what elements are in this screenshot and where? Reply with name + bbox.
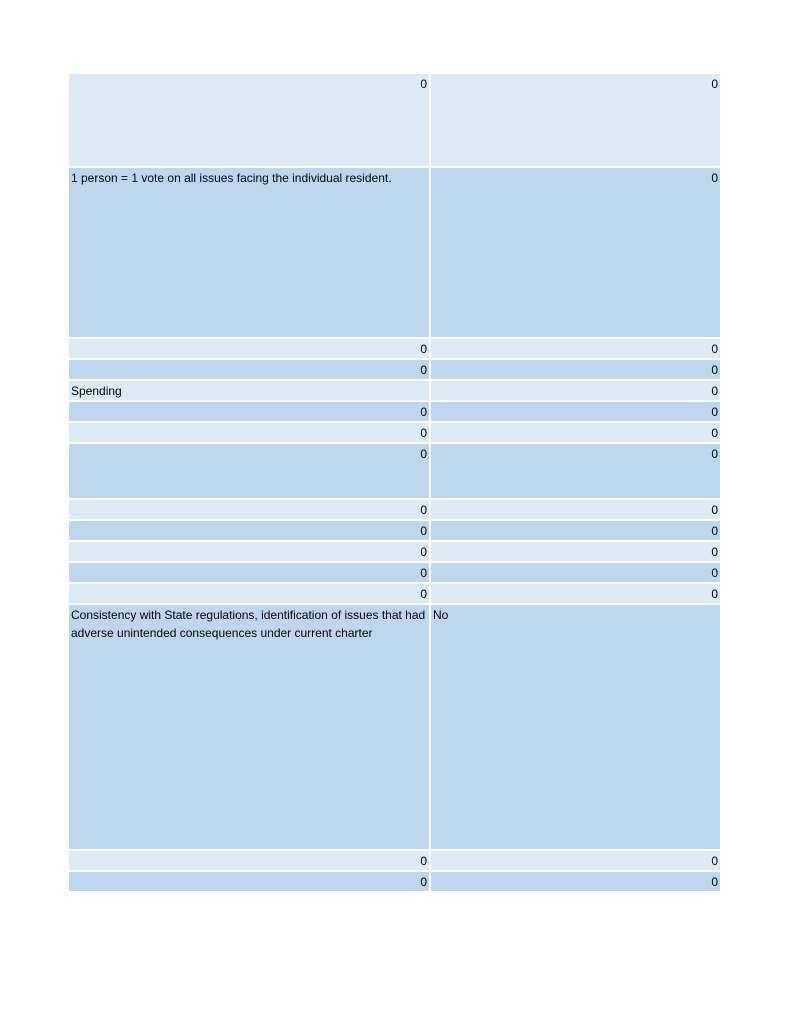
- cell-a[interactable]: 0: [68, 850, 430, 871]
- spreadsheet-table: [67, 72, 722, 893]
- cell-a[interactable]: 0: [68, 422, 430, 443]
- cell-a[interactable]: 0: [68, 359, 430, 380]
- cell-b[interactable]: 0: [430, 583, 721, 604]
- table-row: [68, 401, 721, 422]
- cell-b[interactable]: 0: [430, 443, 721, 499]
- table-row: [68, 443, 721, 499]
- table-row: [68, 583, 721, 604]
- cell-b[interactable]: 0: [430, 359, 721, 380]
- table-row: [68, 338, 721, 359]
- cell-a[interactable]: 0: [68, 499, 430, 520]
- cell-a[interactable]: Consistency with State regulations, identification of issues that had adverse unintended consequences under current charter: [68, 604, 430, 850]
- cell-b[interactable]: 0: [430, 401, 721, 422]
- cell-a[interactable]: 0: [68, 583, 430, 604]
- table-row: [68, 562, 721, 583]
- table-row: [68, 604, 721, 850]
- cell-b[interactable]: 0: [430, 73, 721, 167]
- cell-a[interactable]: 0: [68, 401, 430, 422]
- table-row: [68, 73, 721, 167]
- table-row: [68, 541, 721, 562]
- cell-a[interactable]: 0: [68, 73, 430, 167]
- table-row: [68, 520, 721, 541]
- cell-a[interactable]: 0: [68, 443, 430, 499]
- cell-b[interactable]: 0: [430, 499, 721, 520]
- table-row: [68, 499, 721, 520]
- cell-b[interactable]: 0: [430, 167, 721, 338]
- cell-b[interactable]: 0: [430, 422, 721, 443]
- cell-b[interactable]: 0: [430, 380, 721, 401]
- cell-b[interactable]: 0: [430, 338, 721, 359]
- cell-b[interactable]: No: [430, 604, 721, 850]
- table-row: [68, 359, 721, 380]
- cell-a[interactable]: 0: [68, 338, 430, 359]
- table-row: [68, 850, 721, 871]
- cell-b[interactable]: 0: [430, 850, 721, 871]
- cell-b[interactable]: 0: [430, 871, 721, 892]
- table-row: [68, 871, 721, 892]
- table-row: [68, 380, 721, 401]
- cell-a[interactable]: 0: [68, 562, 430, 583]
- cell-b[interactable]: 0: [430, 562, 721, 583]
- cell-a[interactable]: 0: [68, 520, 430, 541]
- cell-a[interactable]: 0: [68, 541, 430, 562]
- table-row: [68, 167, 721, 338]
- cell-b[interactable]: 0: [430, 520, 721, 541]
- table-row: [68, 422, 721, 443]
- cell-a[interactable]: 1 person = 1 vote on all issues facing the individual resident.: [68, 167, 430, 338]
- cell-a[interactable]: Spending: [68, 380, 430, 401]
- cell-a[interactable]: 0: [68, 871, 430, 892]
- cell-b[interactable]: 0: [430, 541, 721, 562]
